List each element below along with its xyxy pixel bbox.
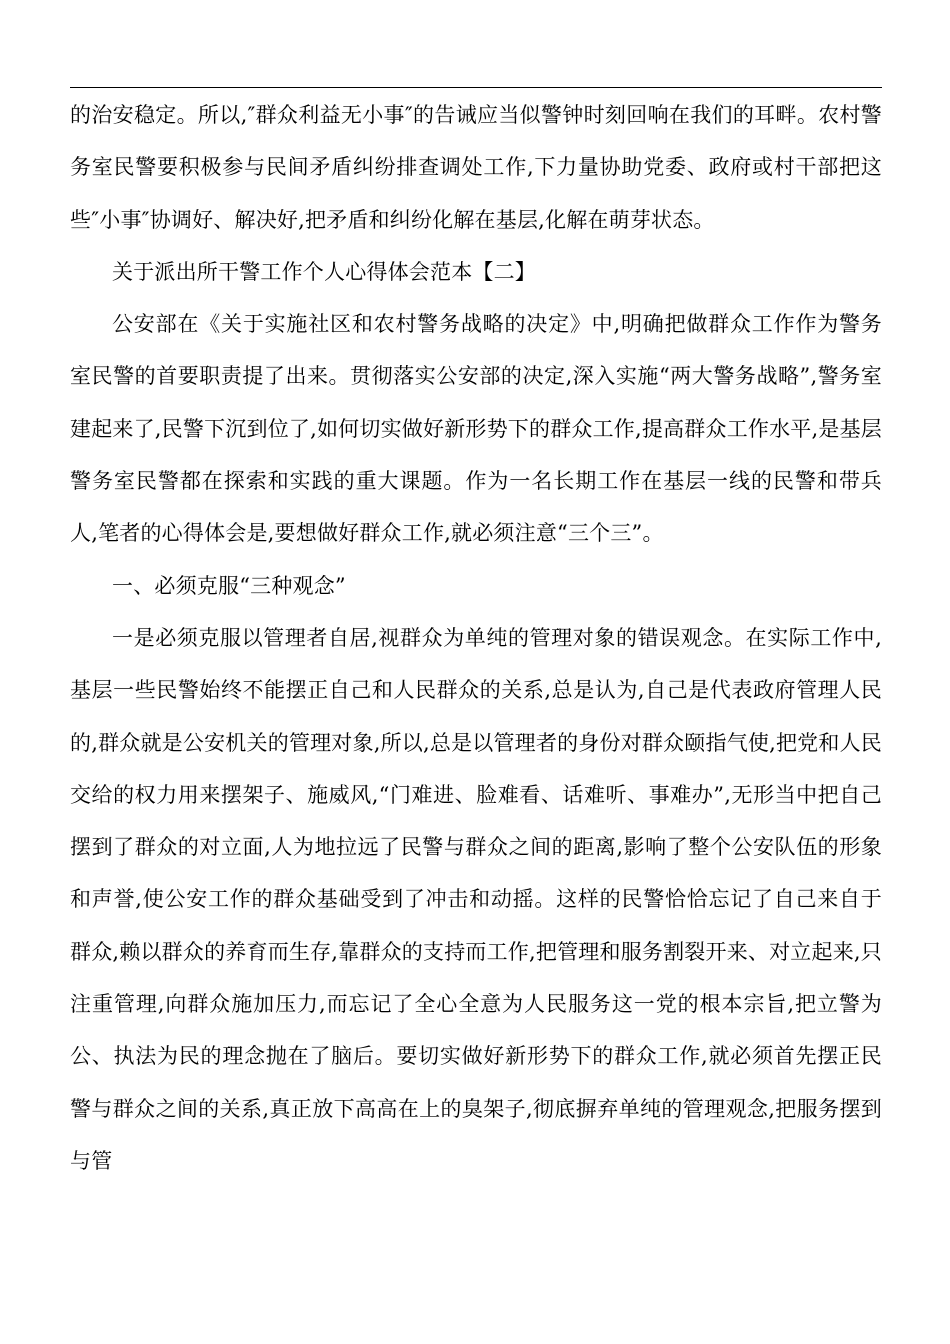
- header-rule: [70, 87, 882, 88]
- paragraph-continuation: 的治安稳定。所以,″群众利益无小事″的告诫应当似警钟时刻回响在我们的耳畔。农村警务室民警要积极参与民间矛盾纠纷排查调处工作,下力量协助党委、政府或村干部把这些″小事″协调好、解决好,把矛盾和纠纷化解在基层,化解在萌芽状态。: [70, 103, 882, 232]
- heading-one: 一、必须克服“三种观念”: [112, 573, 346, 598]
- section-title: 关于派出所干警工作个人心得体会范本【二】: [112, 259, 536, 284]
- document-body: [70, 89, 882, 1187]
- paragraph-intro: 公安部在《关于实施社区和农村警务战略的决定》中,明确把做群众工作作为警务室民警的首要职责提了出来。贯彻落实公安部的决定,深入实施“两大警务战略”,警务室建起来了,民警下沉到位了,如何切实做好新形势下的群众工作,提高群众工作水平,是基层警务室民警都在探索和实践的重大课题。作为一名长期工作在基层一线的民警和带兵人,笔者的心得体会是,要想做好群众工作,就必须注意“三个三”。: [70, 312, 882, 546]
- paragraph-body-one: 一是必须克服以管理者自居,视群众为单纯的管理对象的错误观念。在实际工作中,基层一些民警始终不能摆正自己和人民群众的关系,总是认为,自己是代表政府管理人民的,群众就是公安机关的管理对象,所以,总是以管理者的身份对群众颐指气使,把党和人民交给的权力用来摆架子、施威风,“门难进、脸难看、话难听、事难办”,无形当中把自己摆到了群众的对立面,人为地拉远了民警与群众之间的距离,影响了整个公安队伍的形象和声誉,使公安工作的群众基础受到了冲击和动摇。这样的民警恰恰忘记了自己来自于群众,赖以群众的养育而生存,靠群众的支持而工作,把管理和服务割裂开来、对立起来,只注重管理,向群众施加压力,而忘记了全心全意为人民服务这一党的根本宗旨,把立警为公、执法为民的理念抛在了脑后。要切实做好新形势下的群众工作,就必须首先摆正民警与群众之间的关系,真正放下高高在上的臭架子,彻底摒弃单纯的管理观念,把服务摆到与管: [70, 625, 882, 1173]
